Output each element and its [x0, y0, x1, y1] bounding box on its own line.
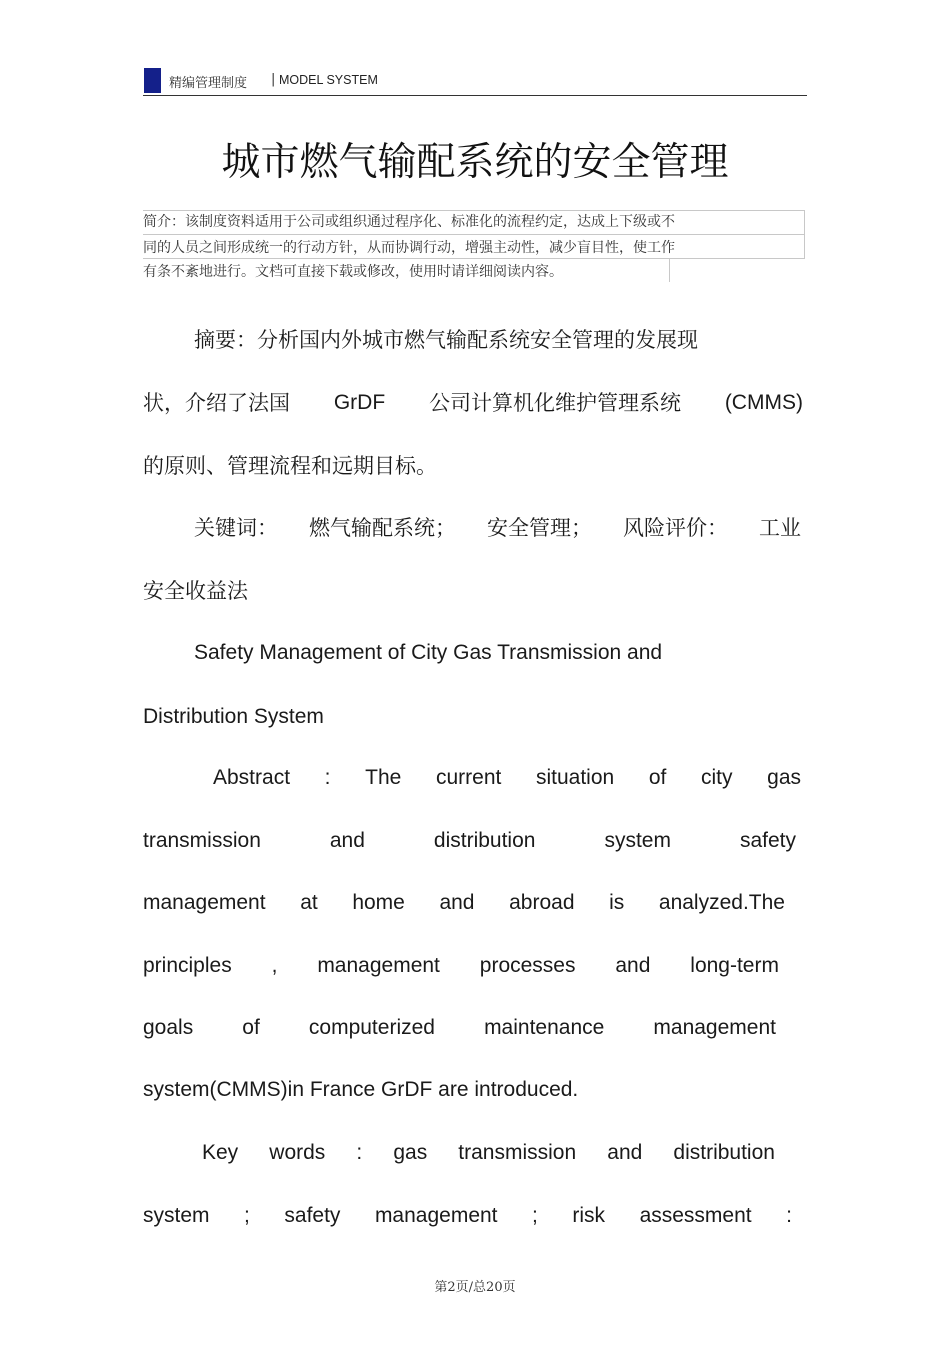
intro-line-1: 简介：该制度资料适用于公司或组织通过程序化、标准化的流程约定，达成上下级或不 — [143, 214, 675, 230]
abstract-zh-word: (CMMS) — [724, 391, 803, 414]
intro-rule-low — [143, 258, 805, 259]
abstract-en-word: principles — [143, 954, 232, 977]
abstract-en-word: at — [300, 891, 318, 914]
keywords-en-word: safety — [284, 1204, 341, 1227]
abstract-en-word: situation — [535, 766, 615, 789]
keywords-zh-word: 关键词： — [194, 516, 278, 540]
keywords-en-word: gas — [393, 1141, 428, 1164]
keywords-en-word: : — [356, 1141, 363, 1164]
abstract-en-word: current — [435, 766, 502, 789]
header-separator: | — [271, 72, 276, 87]
page-footer: 第2页/总20页 — [434, 1280, 516, 1295]
keywords-en-word: transmission — [458, 1141, 577, 1164]
keywords-en-word: management — [374, 1204, 498, 1227]
brand-logo-icon — [144, 68, 161, 93]
title-en-line-1: Safety Management of City Gas Transmission and — [194, 641, 663, 664]
keywords-zh-line-2: 安全收益法 — [143, 579, 248, 603]
abstract-en-word: home — [352, 891, 405, 914]
abstract-zh-word: 状，介绍了法国 — [143, 391, 290, 415]
title-en-line-2: Distribution System — [143, 705, 324, 728]
keywords-en-word: and — [607, 1141, 643, 1164]
keywords-en-word: words — [269, 1141, 326, 1164]
keywords-zh-word: 工业 — [759, 516, 801, 540]
abstract-en-word: system — [604, 829, 671, 852]
keywords-zh-word: 燃气输配系统； — [309, 516, 456, 540]
abstract-en-word: of — [242, 1016, 260, 1039]
abstract-en-word: processes — [479, 954, 576, 977]
abstract-zh-word: 公司计算机化维护管理系统 — [428, 391, 681, 415]
abstract-en-word: long-term — [690, 954, 779, 977]
keywords-en-word: ; — [244, 1204, 250, 1227]
intro-rule-mid — [143, 234, 805, 235]
abstract-en-word: Abstract — [213, 766, 291, 789]
abstract-en-word: maintenance — [484, 1016, 605, 1039]
abstract-en-word: and — [615, 954, 651, 977]
intro-line-2: 同的人员之间形成统一的行动方针，从而协调行动，增强主动性，减少盲目性，使工作 — [143, 240, 675, 256]
abstract-en-line-2 — [143, 826, 796, 856]
abstract-en-word: management — [143, 891, 266, 914]
abstract-en-line-4 — [143, 951, 779, 981]
keywords-en-word: : — [786, 1204, 792, 1227]
keywords-en-line-2 — [143, 1201, 792, 1231]
abstract-en-word: : — [324, 766, 331, 789]
intro-box — [143, 210, 805, 282]
keywords-en-word: distribution — [673, 1141, 775, 1164]
keywords-en-word: system — [143, 1204, 210, 1227]
abstract-en-word: distribution — [433, 829, 536, 852]
keywords-en-word: ; — [532, 1204, 538, 1227]
abstract-en-word: management — [317, 954, 440, 977]
abstract-en-word: management — [653, 1016, 776, 1039]
intro-line-3: 有条不紊地进行。文档可直接下载或修改，使用时请详细阅读内容。 — [143, 264, 563, 280]
abstract-en-word: of — [648, 766, 667, 789]
abstract-en-word: goals — [143, 1016, 194, 1039]
abstract-en-word: transmission — [143, 829, 261, 852]
document-title: 城市燃气输配系统的安全管理 — [221, 140, 729, 185]
abstract-en-word: computerized — [308, 1016, 435, 1039]
abstract-en-word: abroad — [509, 891, 575, 914]
keywords-en-word: Key — [202, 1141, 239, 1164]
header-brand: 精编管理制度 — [169, 76, 248, 91]
abstract-zh-line-2 — [143, 388, 803, 418]
keywords-zh-word: 风险评价： — [623, 516, 728, 540]
page-header — [143, 66, 807, 96]
abstract-en-word: and — [439, 891, 475, 914]
abstract-zh-line-3: 的原则、管理流程和远期目标。 — [143, 454, 437, 478]
abstract-en-word: safety — [739, 829, 796, 852]
keywords-en-word: assessment — [639, 1204, 752, 1227]
abstract-en-line-3 — [143, 888, 785, 918]
intro-rule-right — [804, 210, 805, 258]
abstract-en-line-1 — [213, 763, 801, 793]
keywords-zh-word: 安全管理； — [487, 516, 592, 540]
abstract-en-word: and — [329, 829, 365, 852]
abstract-en-word: The — [365, 766, 402, 789]
abstract-en-line-6: system(CMMS)in France GrDF are introduced. — [143, 1078, 579, 1101]
abstract-en-word: , — [271, 954, 278, 977]
abstract-en-line-5 — [143, 1013, 776, 1043]
keywords-en-word: risk — [572, 1204, 606, 1227]
abstract-zh-word: GrDF — [333, 391, 386, 414]
keywords-zh-line-1 — [194, 513, 801, 543]
abstract-en-word: is — [609, 891, 625, 914]
header-brand-en: MODEL SYSTEM — [279, 73, 378, 87]
abstract-en-word: city — [701, 766, 733, 789]
abstract-en-word: analyzed.The — [658, 891, 785, 914]
keywords-en-line-1 — [202, 1138, 775, 1168]
intro-rule-tail — [669, 258, 670, 282]
intro-rule-top — [143, 210, 805, 211]
abstract-zh-line-1: 摘要：分析国内外城市燃气输配系统安全管理的发展现 — [194, 328, 698, 352]
abstract-en-word: gas — [767, 766, 801, 789]
